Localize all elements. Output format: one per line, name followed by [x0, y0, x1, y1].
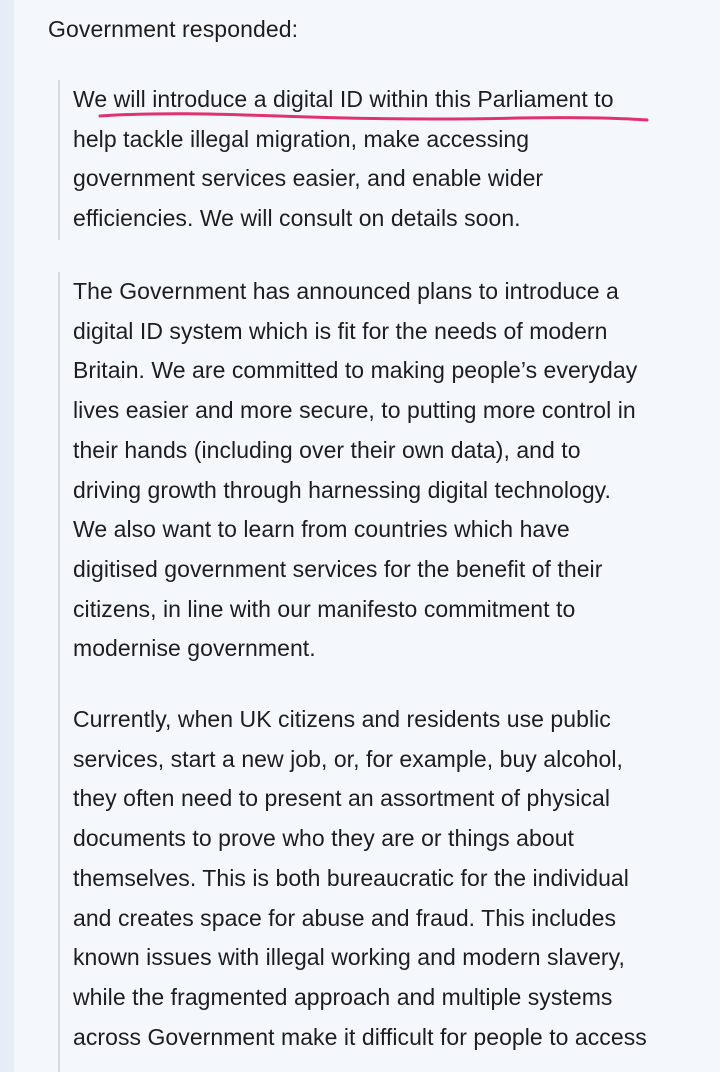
paragraph-3-line-9: across Government make it difficult for people to access [73, 1023, 647, 1050]
paragraph-3-line-1: Currently, when UK citizens and residents use public [73, 706, 611, 732]
paragraph-3 [73, 700, 647, 1057]
paragraph-3-line-7: known issues with illegal working and modern slavery, [73, 944, 625, 971]
paragraph-2 [73, 272, 637, 669]
paragraph-3-line-4: documents to prove who they are or things about [73, 825, 574, 852]
paragraph-3-line-6: and creates space for abuse and fraud. This includes [73, 904, 617, 931]
paragraph-2-line-7: We also want to learn from countries which have [73, 516, 570, 543]
document-page [14, 0, 720, 1072]
paragraph-1 [73, 80, 614, 239]
response-intro: Government responded: [48, 16, 299, 42]
paragraph-3-line-3: they often need to present an assortment of physical [73, 785, 611, 812]
quote-block-2 [58, 272, 720, 1072]
paragraph-1-line-2: help tackle illegal migration, make accessing [73, 125, 530, 152]
paragraph-2-line-4: lives easier and more secure, to putting more control in [73, 397, 636, 424]
paragraph-3-line-2: services, start a new job, or, for example, buy alcohol, [73, 745, 623, 772]
quote-block-1 [58, 80, 720, 240]
paragraph-2-line-2: digital ID system which is fit for the needs of modern [73, 317, 608, 344]
paragraph-2-line-5: their hands (including over their own data), and to [73, 436, 581, 463]
paragraph-2-line-6: driving growth through harnessing digital technology. [73, 476, 611, 503]
paragraph-1-line-1: We will introduce a digital ID within this Parliament to [73, 86, 614, 112]
paragraph-2-line-1: The Government has announced plans to introduce a [73, 278, 619, 304]
paragraph-2-line-8: digitised government services for the benefit of their [73, 555, 603, 582]
paragraph-1-line-3: government services easier, and enable wider [73, 165, 544, 192]
paragraph-2-line-10: modernise government. [73, 635, 316, 662]
paragraph-2-line-9: citizens, in line with our manifesto commitment to [73, 595, 576, 622]
paragraph-2-line-3: Britain. We are committed to making people’s everyday [73, 357, 638, 384]
paragraph-1-line-4: efficiencies. We will consult on details soon. [73, 205, 521, 232]
paragraph-3-line-8: while the fragmented approach and multiple systems [73, 983, 613, 1010]
paragraph-3-line-5: themselves. This is both bureaucratic for the individual [73, 864, 629, 891]
